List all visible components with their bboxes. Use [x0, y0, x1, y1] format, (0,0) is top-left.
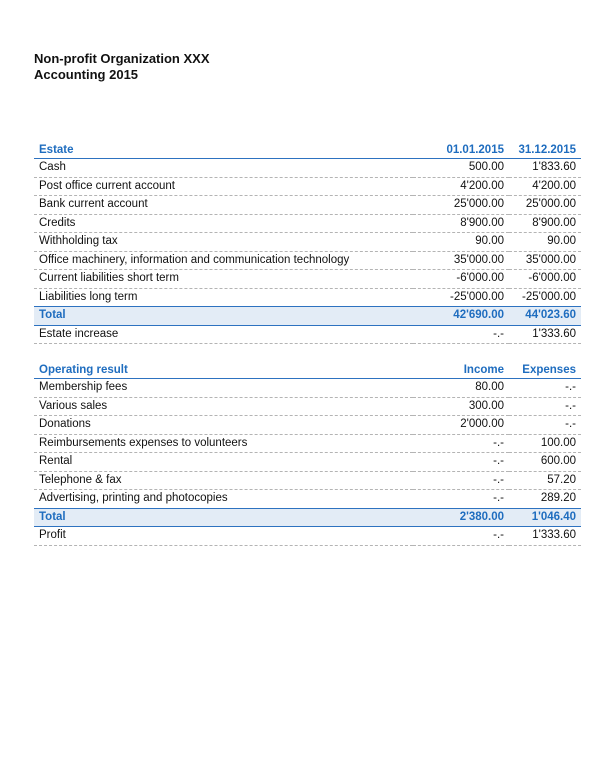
row-expenses: 289.20	[509, 490, 581, 509]
operating-header-row	[34, 362, 581, 379]
row-value-start: 4'200.00	[413, 177, 509, 196]
table-row	[34, 379, 581, 398]
row-label: Post office current account	[34, 177, 413, 196]
row-expenses: -.-	[509, 397, 581, 416]
total-label: Total	[34, 307, 413, 326]
table-row	[34, 196, 581, 215]
row-label: Membership fees	[34, 379, 413, 398]
total-value-start: 42'690.00	[413, 307, 509, 326]
estate-increase-start: -.-	[413, 325, 509, 344]
row-value-end: 1'833.60	[509, 159, 581, 178]
row-label: Withholding tax	[34, 233, 413, 252]
row-expenses: -.-	[509, 379, 581, 398]
accounting-year-title: Accounting 2015	[34, 67, 139, 82]
row-label: Various sales	[34, 397, 413, 416]
row-income: -.-	[413, 453, 509, 472]
row-income: 80.00	[413, 379, 509, 398]
table-row	[34, 397, 581, 416]
table-row	[34, 471, 581, 490]
row-label: Bank current account	[34, 196, 413, 215]
row-label: Credits	[34, 214, 413, 233]
estate-table	[34, 142, 581, 344]
operating-result-table	[34, 362, 581, 546]
estate-increase-end: 1'333.60	[509, 325, 581, 344]
row-income: 2'000.00	[413, 416, 509, 435]
estate-increase-label: Estate increase	[34, 325, 413, 344]
table-row	[34, 251, 581, 270]
row-label: Cash	[34, 159, 413, 178]
row-value-end: 8'900.00	[509, 214, 581, 233]
estate-col-start-date: 01.01.2015	[413, 142, 509, 159]
table-row	[34, 490, 581, 509]
row-value-start: -6'000.00	[413, 270, 509, 289]
row-label: Telephone & fax	[34, 471, 413, 490]
operating-total-row	[34, 508, 581, 527]
row-expenses: -.-	[509, 416, 581, 435]
row-value-end: -25'000.00	[509, 288, 581, 307]
row-value-end: 4'200.00	[509, 177, 581, 196]
row-value-start: 8'900.00	[413, 214, 509, 233]
row-value-end: 90.00	[509, 233, 581, 252]
table-row	[34, 288, 581, 307]
estate-col-end-date: 31.12.2015	[509, 142, 581, 159]
row-label: Rental	[34, 453, 413, 472]
row-label: Current liabilities short term	[34, 270, 413, 289]
table-row	[34, 434, 581, 453]
row-value-start: 500.00	[413, 159, 509, 178]
table-row	[34, 453, 581, 472]
estate-increase-row	[34, 325, 581, 344]
table-row	[34, 233, 581, 252]
row-income: -.-	[413, 434, 509, 453]
row-label: Liabilities long term	[34, 288, 413, 307]
row-income: 300.00	[413, 397, 509, 416]
row-expenses: 100.00	[509, 434, 581, 453]
row-income: -.-	[413, 490, 509, 509]
profit-expenses: 1'333.60	[509, 527, 581, 546]
estate-total-row	[34, 307, 581, 326]
total-value-end: 44'023.60	[509, 307, 581, 326]
income-column-header: Income	[413, 362, 509, 379]
organization-title: Non-profit Organization XXX	[34, 51, 210, 66]
table-row	[34, 270, 581, 289]
row-label: Donations	[34, 416, 413, 435]
row-label: Office machinery, information and communication technology	[34, 251, 413, 270]
row-value-end: -6'000.00	[509, 270, 581, 289]
profit-income: -.-	[413, 527, 509, 546]
profit-row	[34, 527, 581, 546]
row-expenses: 57.20	[509, 471, 581, 490]
profit-label: Profit	[34, 527, 413, 546]
row-value-end: 35'000.00	[509, 251, 581, 270]
expenses-column-header: Expenses	[509, 362, 581, 379]
table-row	[34, 214, 581, 233]
estate-header-row	[34, 142, 581, 159]
row-expenses: 600.00	[509, 453, 581, 472]
row-value-start: 35'000.00	[413, 251, 509, 270]
operating-heading: Operating result	[34, 362, 413, 379]
row-label: Advertising, printing and photocopies	[34, 490, 413, 509]
row-value-start: -25'000.00	[413, 288, 509, 307]
table-row	[34, 416, 581, 435]
row-label: Reimbursements expenses to volunteers	[34, 434, 413, 453]
estate-heading: Estate	[34, 142, 413, 159]
table-row	[34, 177, 581, 196]
total-income: 2'380.00	[413, 508, 509, 527]
document-header	[34, 51, 210, 83]
row-value-end: 25'000.00	[509, 196, 581, 215]
total-label: Total	[34, 508, 413, 527]
row-value-start: 25'000.00	[413, 196, 509, 215]
table-row	[34, 159, 581, 178]
total-expenses: 1'046.40	[509, 508, 581, 527]
row-value-start: 90.00	[413, 233, 509, 252]
row-income: -.-	[413, 471, 509, 490]
